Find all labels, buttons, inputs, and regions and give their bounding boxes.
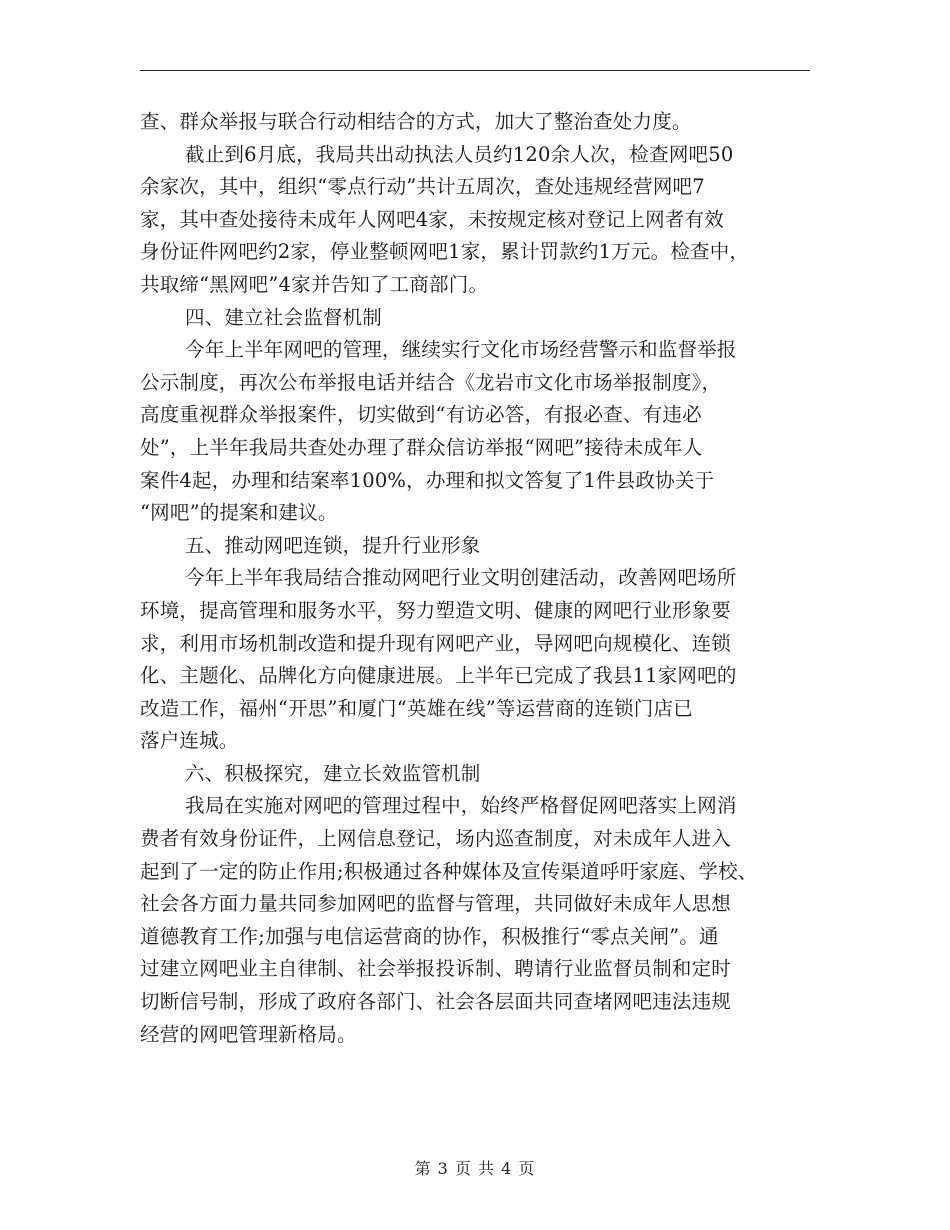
text-line: 切断信号制，形成了政府各部门、社会各层面共同查堵网吧违法违规 (140, 990, 732, 1014)
text-line: 环境，提高管理和服务水平，努力塑造文明、健康的网吧行业形象要 (140, 598, 732, 622)
text-line: 起到了一定的防止作用;积极通过各种媒体及宣传渠道呼吁家庭、学校、 (140, 859, 758, 883)
text-line: 四、建立社会监督机制 (185, 305, 383, 329)
text-line: 家，其中查处接待未成年人网吧4家，未按规定核对登记上网者有效 (140, 207, 724, 231)
text-line: 身份证件网吧约2家，停业整顿网吧1家，累计罚款约1万元。检查中， (140, 240, 750, 264)
text-line: 社会各方面力量共同参加网吧的监督与管理，共同做好未成年人思想 (140, 892, 732, 916)
text-line: 处”，上半年我局共查处办理了群众信访举报“网吧”接待未成年人 (140, 435, 703, 459)
text-line: 共取缔“黑网吧”4家并告知了工商部门。 (140, 272, 489, 296)
text-line: 截止到6月底，我局共出动执法人员约120余人次，检查网吧50 (185, 142, 734, 166)
page-footer: 第 3 页 共 4 页 (414, 1159, 536, 1178)
text-line: 化、主题化、品牌化方向健康进展。上半年已完成了我县11家网吧的 (140, 664, 737, 688)
text-line: 落户连城。 (140, 729, 239, 753)
text-line: 道德教育工作;加强与电信运营商的协作，积极推行“零点关闸”。通 (140, 924, 719, 948)
text-line: 五、推动网吧连锁，提升行业形象 (185, 533, 481, 557)
text-line: 今年上半年网吧的管理，继续实行文化市场经营警示和监督举报 (185, 338, 737, 362)
text-line: 求，利用市场机制改造和提升现有网吧产业，导网吧向规模化、连锁 (140, 631, 732, 655)
text-line: 费者有效身份证件，上网信息登记，场内巡查制度，对未成年人进入 (140, 827, 732, 851)
text-line: 改造工作，福州“开思”和厦门“英雄在线”等运营商的连锁门店已 (140, 696, 693, 720)
document-body (140, 106, 830, 1051)
text-line: 今年上半年我局结合推动网吧行业文明创建活动，改善网吧场所 (185, 566, 737, 590)
header-rule (140, 70, 810, 71)
text-line: 过建立网吧业主自律制、社会举报投诉制、聘请行业监督员制和定时 (140, 957, 732, 981)
text-line: 案件4起，办理和结案率100%，办理和拟文答复了1件县政协关于 (140, 468, 715, 492)
text-line: 公示制度，再次公布举报电话并结合《龙岩市文化市场举报制度》， (140, 370, 722, 394)
text-line: 高度重视群众举报案件，切实做到“有访必答，有报必查、有违必 (140, 403, 702, 427)
text-line: 查、群众举报与联合行动相结合的方式，加大了整治查处力度。 (140, 110, 692, 133)
text-line: 经营的网吧管理新格局。 (140, 1022, 357, 1046)
text-line: 我局在实施对网吧的管理过程中，始终严格督促网吧落实上网消 (185, 794, 737, 818)
text-line: 余家次，其中，组织“零点行动”共计五周次，查处违规经营网吧7 (140, 175, 705, 199)
text-line: “网吧”的提案和建议。 (140, 501, 338, 525)
text-line: 六、积极探究，建立长效监管机制 (185, 761, 481, 785)
